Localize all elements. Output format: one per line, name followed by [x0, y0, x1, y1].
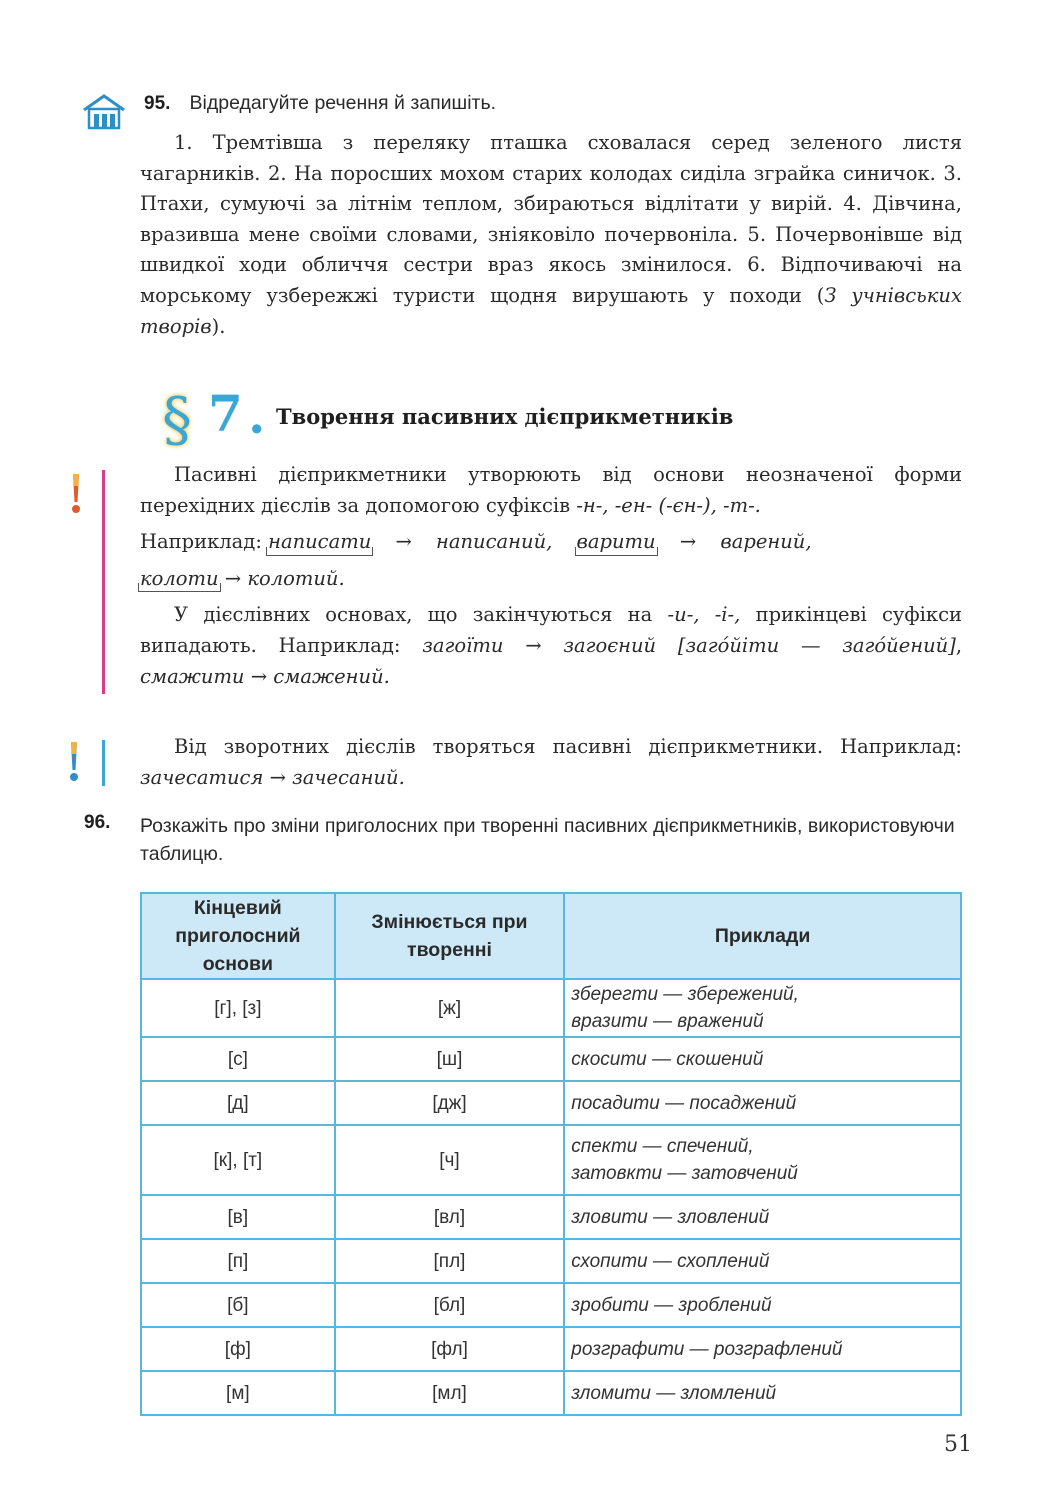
rule-text: Пасивні дієприкметники утворюють від основи неозначеної форми перехідних дієслів за допомогою суфіксів	[140, 463, 962, 517]
table-row	[141, 1239, 961, 1283]
arrow: →	[224, 566, 242, 590]
changed-consonant: [ш]	[335, 1037, 565, 1081]
exercise-number: 96.	[84, 812, 111, 833]
section-number: 7	[208, 384, 243, 443]
examples	[564, 1125, 961, 1195]
example-line: посадити — посаджений	[571, 1092, 797, 1114]
example-participle: зачесаний.	[292, 765, 405, 789]
section-heading	[162, 380, 922, 460]
final-consonant: [к], [т]	[141, 1125, 335, 1195]
final-consonant: [с]	[141, 1037, 335, 1081]
home-task-icon	[82, 94, 126, 130]
rule-block-2: Від зворотних дієслів творяться пасивні дієприкметники. Наприклад: зачесатися → зачесаний.	[140, 735, 962, 789]
final-consonant: [м]	[141, 1371, 335, 1415]
examples	[564, 1371, 961, 1415]
table-row	[141, 1371, 961, 1415]
column-header: Змінюється при творенні	[335, 893, 565, 979]
changed-consonant: [ж]	[335, 979, 565, 1037]
arrow: →	[250, 664, 268, 688]
final-consonant: [б]	[141, 1283, 335, 1327]
changed-consonant: [дж]	[335, 1081, 565, 1125]
final-consonant: [ф]	[141, 1327, 335, 1371]
example-line: розграфити — розграфлений	[571, 1338, 843, 1360]
examples	[564, 1037, 961, 1081]
example-line: зловити — зловлений	[571, 1206, 770, 1228]
example-participle: написаний,	[436, 530, 553, 554]
example-verb: зачесатися	[140, 765, 264, 789]
rule-bar	[102, 740, 105, 786]
rule-suffixes: -н-, -ен- (-єн-), -т-.	[576, 493, 761, 517]
examples	[564, 1239, 961, 1283]
example-line: вразити — вражений	[571, 1011, 764, 1032]
column-header: Кінцевий приголосний основи	[141, 893, 335, 979]
final-consonant: [в]	[141, 1195, 335, 1239]
table-row	[141, 1037, 961, 1081]
example-verb: колоти	[140, 564, 219, 595]
rule-bar	[102, 470, 105, 694]
examples	[564, 1195, 961, 1239]
example-participle: варений,	[720, 530, 812, 554]
final-consonant: [п]	[141, 1239, 335, 1283]
exercise-close: ).	[211, 314, 226, 338]
rule-suffixes: -и-, -і-,	[667, 603, 741, 627]
example-verb: варити	[577, 527, 656, 558]
examples	[564, 1081, 961, 1125]
section-dot: .	[248, 386, 266, 445]
example-line: скосити — скошений	[571, 1048, 764, 1070]
example-verb: написати	[268, 527, 371, 558]
changed-consonant: [вл]	[335, 1195, 565, 1239]
changed-consonant: [бл]	[335, 1283, 565, 1327]
table-row	[141, 1327, 961, 1371]
example-line: зробити — зроблений	[571, 1294, 772, 1316]
consonant-change-table	[140, 892, 962, 1416]
exercise-source: З учнівських творів	[140, 283, 962, 338]
exercise-sentences: 1. Тремтівша з переляку пташка сховалася серед зеленого листя чагарників. 2. На поросших мохом старих колодах сиділа зграйка синичок. 3. Птахи, сумуючі за літнім теплом, збираються відлітати у вирій. 4. Дівчина, вразивша мене своїми словами, зніяковіло почервоніла. 5. Почервонівше від швидкої ходи обличчя сестри враз якось змінилося. 6. Відпочиваючі на морському узбережжі туристи щодня вирушають у походи (	[140, 131, 962, 307]
table-header-row	[141, 893, 961, 979]
table-row	[141, 1125, 961, 1195]
table-row	[141, 1195, 961, 1239]
rule-text: Від зворотних дієслів творяться пасивні дієприкметники. Наприклад:	[174, 735, 962, 758]
examples	[564, 979, 961, 1037]
arrow: →	[525, 633, 542, 657]
example-participle: смажений.	[273, 664, 390, 688]
example-line: спекти — спечений,	[571, 1136, 754, 1157]
table-row	[141, 1283, 961, 1327]
table-row	[141, 979, 961, 1037]
example-label: Наприклад:	[140, 530, 269, 554]
rule-text: У дієслівних основах, що закінчуються на	[174, 603, 668, 627]
rule-block-1: Пасивні дієприкметники утворюють від основи неозначеної форми перехідних дієслів за допомогою суфіксів -н-, -ен- (-єн-), -т-. Наприклад: написати → написаний, варити → варений, колоти → колотий. У дієслівних основах, що закінчуються на -и-, -і-, прикінцеві суфікси випадають. Наприклад: загоїти → загоєний [загóйіти — загóйений], смажити → смажений.	[140, 463, 963, 688]
exclamation-icon	[62, 740, 86, 784]
exercise-text	[140, 128, 962, 342]
changed-consonant: [ч]	[335, 1125, 565, 1195]
exclamation-icon	[64, 472, 88, 516]
example-transcription: [загóйіти — загóйений]	[677, 633, 956, 657]
section-title: Творення пасивних дієприкметників	[276, 404, 734, 429]
changed-consonant: [пл]	[335, 1239, 565, 1283]
section-sign: §	[162, 385, 192, 455]
example-line: затовкти — затовчений	[571, 1163, 798, 1184]
example-line: зберегти — збережений,	[571, 984, 799, 1005]
examples	[564, 1327, 961, 1371]
changed-consonant: [фл]	[335, 1327, 565, 1371]
example-verb: смажити	[140, 664, 245, 688]
example-line: зломити — зломлений	[571, 1382, 777, 1404]
exercise-instruction: Відредагуйте речення й запишіть.	[189, 92, 497, 114]
example-participle: загоєний	[563, 633, 657, 657]
rule-text: прикінцеві суфікси випадають. Наприклад:	[140, 603, 963, 657]
table-row	[141, 1081, 961, 1125]
column-header: Приклади	[564, 893, 961, 979]
examples	[564, 1283, 961, 1327]
final-consonant: [г], [з]	[141, 979, 335, 1037]
exercise-instruction: Розкажіть про зміни приголосних при творенні пасивних дієприкметників, використовуючи таблицю.	[140, 815, 955, 865]
page-number: 51	[944, 1432, 972, 1457]
example-verb: загоїти	[422, 633, 504, 657]
final-consonant: [д]	[141, 1081, 335, 1125]
example-line: схопити — схоплений	[571, 1250, 770, 1272]
exercise-number: 95.	[144, 93, 171, 114]
changed-consonant: [мл]	[335, 1371, 565, 1415]
arrow: →	[679, 530, 697, 554]
example-participle: колотий.	[247, 566, 345, 590]
arrow: →	[395, 530, 412, 554]
